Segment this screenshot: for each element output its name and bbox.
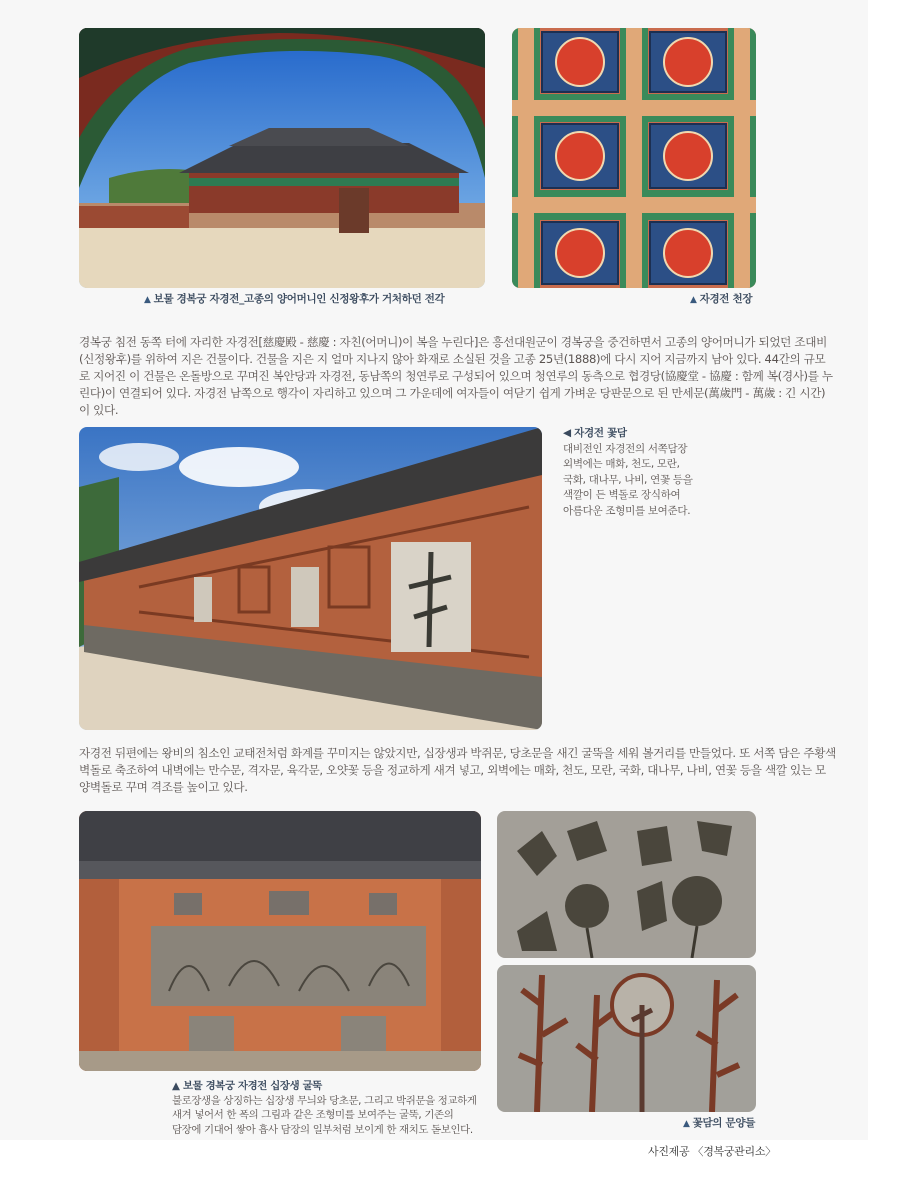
chimney-caption-title: ▲ 보물 경복궁 자경전 십장생 굴뚝 [172, 1080, 322, 1092]
chimney-photo [79, 811, 481, 1071]
flower-wall-photo [79, 427, 542, 730]
pattern-photo-bottom [497, 965, 756, 1112]
pattern-photo-top [497, 811, 756, 958]
ceiling-photo [512, 28, 756, 288]
hall-photo [79, 28, 485, 288]
caption-line: 불로장생을 상징하는 십장생 무늬와 당초문, 그리고 박쥐문을 정교하게 [172, 1094, 477, 1107]
ceiling-caption: ▲ 자경전 천장 [690, 293, 753, 305]
hall-caption: ▲ 보물 경복궁 자경전_고종의 양어머니인 신정왕후가 거처하던 전각 [144, 293, 445, 305]
caption-line: 새겨 넣어서 한 폭의 그림과 같은 조형미를 보여주는 굴뚝, 기존의 [172, 1109, 454, 1121]
flower-wall-caption [563, 426, 763, 519]
caption-marker-icon: ◀ [563, 427, 571, 439]
caption-line: 색깔이 든 벽돌로 장식하여 [563, 489, 681, 501]
body-paragraph: 자경전 뒤편에는 왕비의 침소인 교태전처럼 화계를 꾸미지는 않았지만, 십장생과 박쥐문, 당초문을 새긴 굴뚝을 세워 볼거리를 만들었다. 또 서쪽 담은 주황색 벽돌로 축조하여 내벽에는 만수문, 격자문, 육각문, 오얏꽃 등을 정교하게 새겨 넣고, 외벽에는 매화, 천도, 모란, 국화, 대나무, 나비, 연꽃 등을 색깔 있는 모양벽돌로 꾸며 격조를 높이고 있다. [79, 746, 836, 794]
chimney-caption [172, 1079, 492, 1137]
caption-line: 국화, 대나무, 나비, 연꽃 등을 [563, 473, 693, 486]
caption-line: 담장에 기대어 쌓아 흡사 담장의 일부처럼 보이게 한 재치도 돋보인다. [172, 1123, 473, 1136]
photo-credit: 사진제공 〈경복궁관리소〉 [648, 1145, 776, 1158]
patterns-caption: ▲ 꽃담의 문양들 [683, 1117, 756, 1129]
caption-line: 외벽에는 매화, 천도, 모란, [563, 458, 680, 470]
caption-marker-icon: ▲ [690, 295, 697, 305]
caption-marker-icon: ▲ [172, 1080, 180, 1092]
caption-marker-icon: ▲ [144, 295, 151, 305]
caption-marker-icon: ▲ [683, 1119, 690, 1129]
caption-line: 대비전인 자경전의 서쪽담장 [563, 442, 688, 455]
caption-line: 아름다운 조형미를 보여준다. [563, 504, 691, 517]
flower-wall-caption-title: ◀ 자경전 꽃담 [563, 427, 627, 439]
intro-paragraph: 경복궁 침전 동쪽 터에 자리한 자경전[慈慶殿 - 慈慶 : 자친(어머니)이 복을 누린다]은 흥선대원군이 경복궁을 중건하면서 고종의 양어머니가 되었던 조대비(신정왕후)를 위하여 지은 건물이다. 건물을 지은 지 얼마 지나지 않아 화재로 소실된 것을 고종 25년(1888)에 다시 지어 지금까지 남아 있다. 44간의 규모로 지어진 이 건물은 온돌방으로 꾸며진 복안당과 자경전, 동남쪽의 청연루로 구성되어 있으며 청연루의 동측으로 협경당(協慶堂 - 協慶 : 함께 복(경사)를 누린다)이 연결되어 있다. 자경전 남쪽으로 행각이 자리하고 있으며 그 가운데에 여자들이 여닫기 쉽게 가벼운 당판문으로 된 만세문(萬歲門 - 萬歲 : 긴 시간)이 있다. [79, 335, 833, 417]
